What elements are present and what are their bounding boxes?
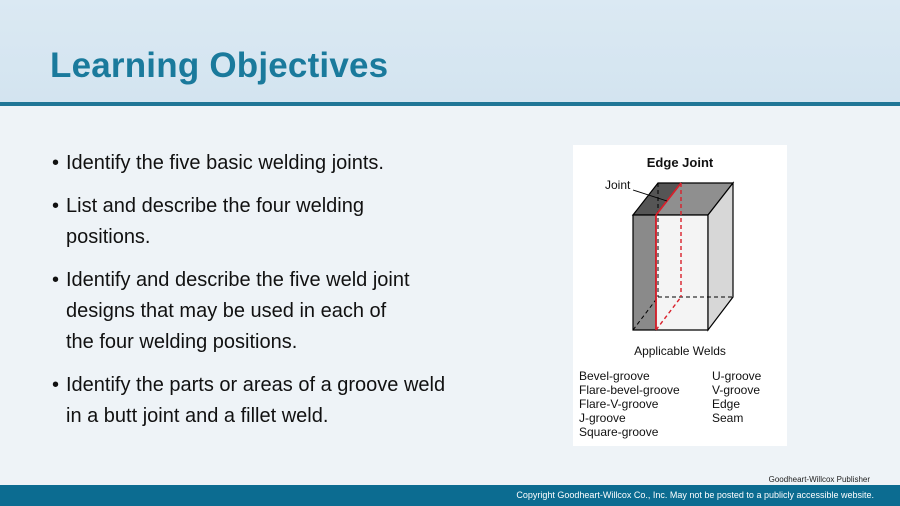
bullet-icon: • [52, 195, 60, 217]
weld-type: V-groove [712, 383, 761, 397]
footer-bar [0, 485, 900, 506]
weld-type: Square-groove [579, 425, 659, 439]
objective-text: Identify the parts or areas of a groove weld in a butt joint and a fillet weld. [66, 374, 446, 427]
weld-type: Bevel-groove [579, 369, 650, 383]
edge-joint-figure [573, 145, 787, 446]
welds-list-left [579, 369, 680, 439]
weld-type: Edge [712, 397, 741, 411]
bullet-icon: • [52, 152, 60, 174]
joint-label: Joint [605, 178, 631, 192]
copyright-notice: Copyright Goodheart-Willcox Co., Inc. May not be posted to a publicly accessible website. [516, 490, 874, 500]
weld-type: Flare-bevel-groove [579, 383, 680, 397]
slide-title: Learning Objectives [50, 46, 389, 85]
weld-type: J-groove [579, 411, 626, 425]
header-divider [0, 102, 900, 106]
objective-item [52, 265, 472, 358]
figure-title: Edge Joint [646, 155, 714, 170]
objectives-list [52, 148, 472, 444]
bullet-icon: • [52, 374, 60, 396]
objective-item [52, 370, 472, 432]
publisher-credit: Goodheart-Willcox Publisher [768, 475, 870, 484]
weld-type: U-groove [712, 369, 762, 383]
weld-type: Seam [712, 411, 744, 425]
objective-text: List and describe the four welding positions. [66, 195, 364, 248]
objective-item [52, 191, 472, 253]
objective-text: Identify the five basic welding joints. [66, 152, 384, 174]
objective-item [52, 148, 472, 179]
weld-type: Flare-V-groove [579, 397, 659, 411]
bullet-icon: • [52, 269, 60, 291]
welds-list-right [712, 369, 761, 425]
objective-text: Identify and describe the five weld joint designs that may be used in each of the four welding positions. [66, 269, 410, 353]
applicable-welds-heading: Applicable Welds [634, 344, 726, 358]
